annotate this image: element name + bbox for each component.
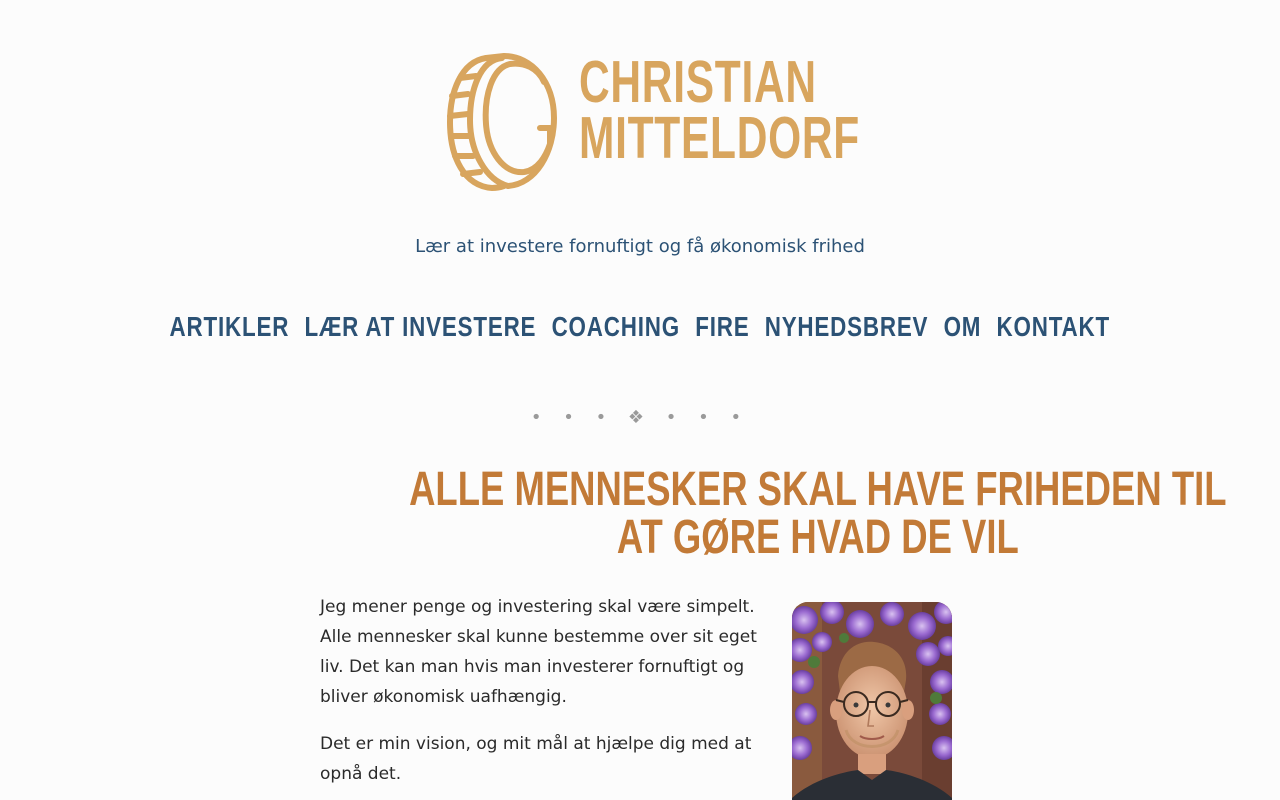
nav-item-laer-at-investere[interactable]: LÆR AT INVESTERE — [304, 311, 537, 342]
nav-item-kontakt[interactable]: KONTAKT — [996, 311, 1111, 342]
nav-item-coaching[interactable]: COACHING — [551, 311, 681, 342]
intro-text — [320, 592, 776, 800]
logo-line-1: CHRISTIAN — [579, 49, 817, 115]
nav-item-nyhedsbrev[interactable]: NYHEDSBREV — [764, 311, 929, 342]
portrait-photo — [792, 602, 952, 800]
nav-item-fire[interactable]: FIRE — [695, 311, 750, 342]
coin-c-icon — [446, 52, 560, 192]
site-tagline: Lær at investere fornuftigt og få økonomisk frihed — [415, 236, 865, 257]
intro-paragraph: Det er min vision, og mit mål at hjælpe dig med at opnå det. — [320, 734, 752, 784]
intro-paragraph: Jeg mener penge og investering skal være simpelt. Alle mennesker skal kunne bestemme over sit eget liv. Det kan man hvis man investerer fornuftigt og bliver økonomisk uafhængig. — [320, 597, 757, 707]
site-logo[interactable] — [446, 49, 860, 194]
main-navigation — [0, 310, 1280, 344]
logo-wordmark — [579, 49, 860, 171]
page-headline — [280, 463, 1227, 564]
logo-line-2: MITTELDORF — [579, 105, 860, 171]
headline-line-2: AT GØRE HVAD DE VIL — [616, 511, 1019, 564]
nav-item-artikler[interactable]: ARTIKLER — [169, 311, 290, 342]
portrait-illustration — [792, 602, 952, 800]
section-divider: • • • ❖ • • • — [530, 407, 750, 428]
nav-item-om[interactable]: OM — [943, 311, 982, 342]
headline-line-1: ALLE MENNESKER SKAL HAVE FRIHEDEN TIL — [409, 463, 1227, 516]
